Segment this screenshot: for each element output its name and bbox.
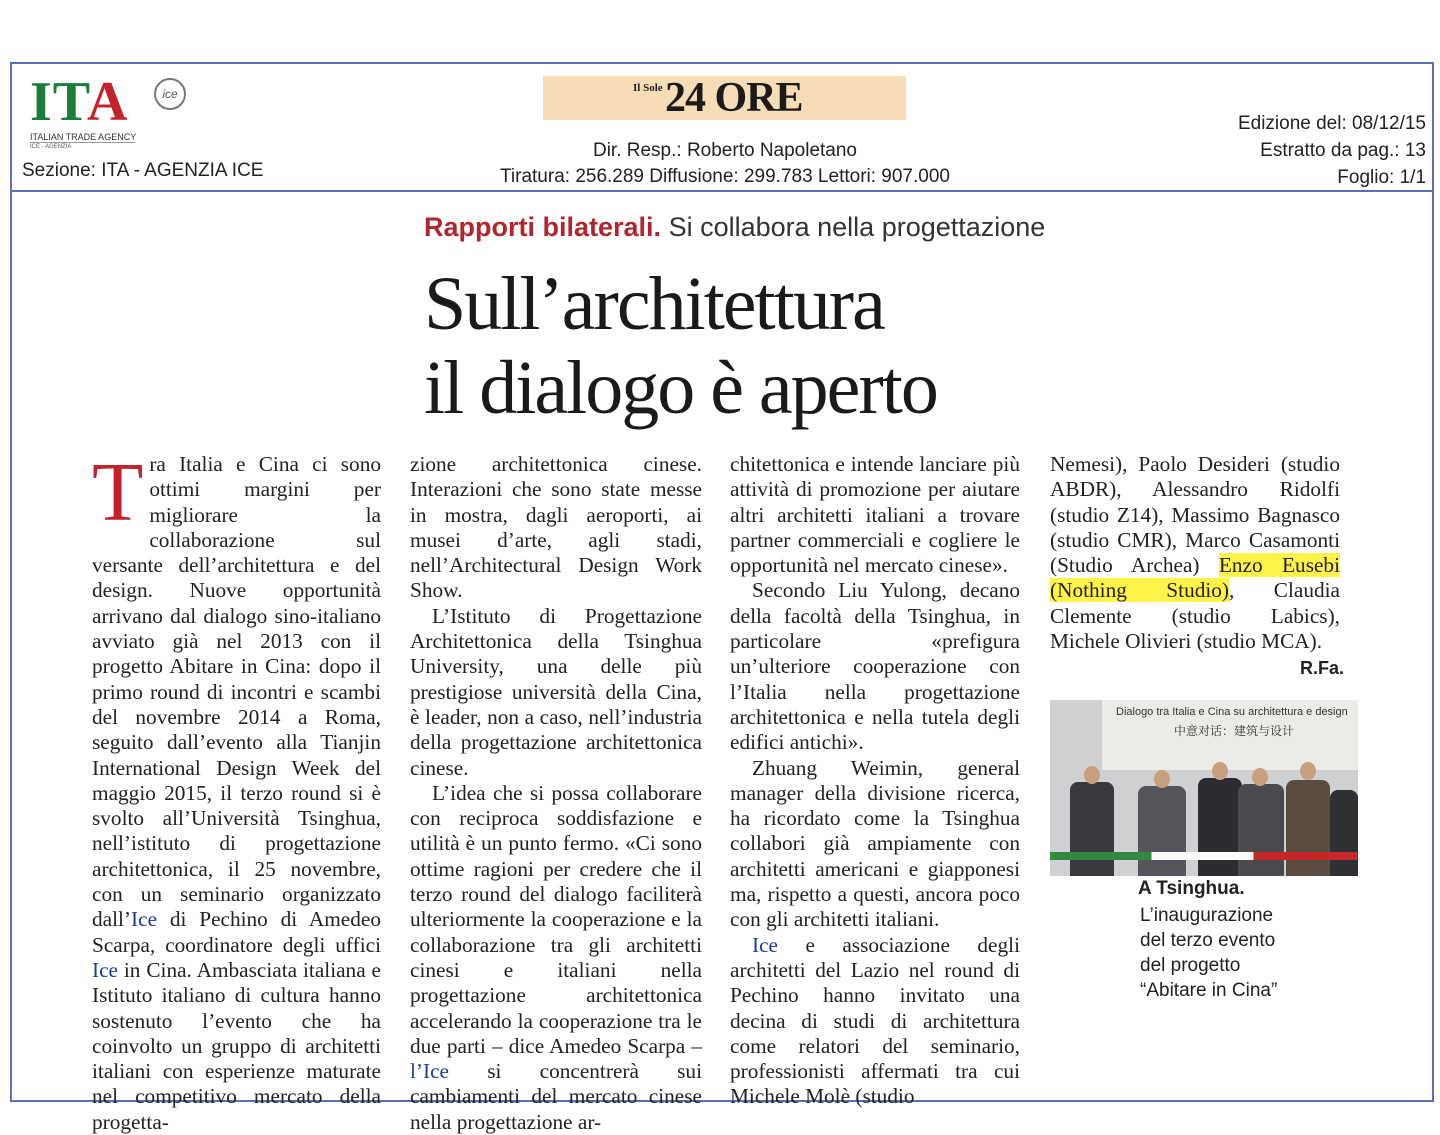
headline	[424, 262, 937, 430]
logo-text-red: A	[87, 71, 129, 133]
col2-text-c: L’idea che si possa collaborare con reciproca soddisfazione e utilità è un punto fermo. «Ci sono ottime ragioni per credere che il terzo round del dialogo faciliterà ulteriormente la cooperazione e la collaborazione tra gli architetti cinesi e italiani nella progettazione architettonica accelerando la cooperazione tra le due parti – dice Amedeo Scarpa –	[410, 780, 702, 1058]
caption-line-4: “Abitare in Cina”	[1140, 980, 1278, 1001]
photo-head	[1084, 766, 1100, 784]
photo-person	[1330, 790, 1358, 876]
headline-line-2: il dialogo è aperto	[424, 346, 937, 430]
event-photo	[1050, 700, 1358, 876]
director: Dir. Resp.: Roberto Napoletano	[592, 140, 858, 161]
photo-caption	[1140, 903, 1277, 1003]
ita-logo	[30, 71, 190, 154]
masthead-logo	[543, 76, 906, 120]
photo-person	[1138, 786, 1186, 876]
caption-title: A Tsinghua.	[1138, 878, 1245, 899]
photo-banner	[1102, 700, 1358, 770]
header-divider	[10, 190, 1434, 192]
section-label: Sezione: ITA - AGENZIA ICE	[22, 160, 264, 181]
drop-cap: T	[92, 446, 144, 539]
kicker	[424, 212, 1045, 243]
masthead-small: Il Sole	[633, 82, 663, 94]
col4-text-a: Nemesi), Paolo Desideri (studio ABDR), Alessandro Ridolfi (studio Z14), Massimo Bagnasco (studio CMR), Marco Casamonti (Studio Archea)	[1050, 452, 1340, 578]
col3-paragraph-1: chitettonica e intende lanciare più attività di promozione per aiutare altri architetti italiani a trovare partner commerciali e cogliere le opportunità nel mercato cinese».	[730, 452, 1020, 578]
edition-info	[1238, 110, 1426, 191]
col1-text-c: in Cina. Ambasciata italiana e Istituto italiano di cultura hanno sostenuto l’evento che ha coinvolto un gruppo di architetti italiani con esperienze maturate nel competitivo mercato della progetta-	[92, 957, 381, 1134]
article-column-4	[1050, 452, 1340, 654]
col1-text-a: ra Italia e Cina ci sono ottimi margini per migliorare la collaborazione sul versante dell’architettura e del design. Nuove opportunità arrivano dal dialogo sino-italiano avviato già nel 2013 con il progetto Abitare in Cina: dopo il primo round di incontri e scambi del novembre 2014 a Roma, seguito dall’evento alla Tianjin International Design Week del maggio 2015, il terzo round si è svolto all’Università Tsinghua, nell’istituto di progettazione architettonica, il 25 novembre, con un seminario organizzato dall’	[92, 452, 381, 932]
article-column-2	[410, 452, 702, 1135]
caption-line-3: del progetto	[1140, 955, 1241, 976]
banner-text-chinese: 中意对话：建筑与设计	[1174, 724, 1295, 738]
col2-text-d: si concentrerà sui cambiamenti del mercato cinese nella progettazione ar-	[410, 1059, 702, 1134]
sheet-number: Foglio: 1/1	[1337, 167, 1426, 188]
col2-paragraph-2: L’Istituto di Progettazione Architettonica della Tsinghua University, una delle più prestigiose università della Cina, è leader, non a caso, nell’industria della progettazione architettonica cinese.	[410, 603, 702, 780]
col3-paragraph-2: Secondo Liu Yulong, decano della facoltà della Tsinghua, in particolare «prefigura un’ulteriore cooperazione con l’Italia nella progettazione architettonica e nella tutela degli edifici antichi».	[730, 578, 1020, 755]
headline-line-1: Sull’architettura	[424, 262, 884, 346]
col4-text-b: , Claudia Clemente (studio Labics), Michele Olivieri (studio MCA).	[1050, 578, 1340, 654]
logo-subtitle: ICE - AGENZIA	[30, 142, 135, 150]
kicker-text: Si collabora nella progettazione	[668, 212, 1046, 242]
highlighted-name: Enzo Eusebi (Nothing Studio)	[1050, 553, 1340, 603]
col2-paragraph-1: zione architettonica cinese. Interazioni che sono state messe in mostra, dagli aeroporti, ai musei d’arte, agli stadi, nell’Architectural Design Work Show.	[410, 452, 702, 603]
edition-date: Edizione del: 08/12/15	[1237, 113, 1426, 134]
col3-text-d: e associazione degli architetti del Lazio nel round di Pechino hanno invitato una decina di studi di architettura come relatori del seminario, professionisti affermati tra cui Michele Molè (studio	[730, 932, 1020, 1109]
masthead-big: 24 ORE	[665, 75, 803, 121]
col3-ice: Ice	[752, 932, 778, 957]
article-column-3	[730, 452, 1020, 1110]
col2-ice: l’Ice	[410, 1059, 450, 1084]
col1-ice-2: Ice	[92, 957, 118, 982]
article-column-1	[92, 446, 381, 1135]
tricolor-ribbon	[1050, 852, 1358, 860]
logo-agency: ITALIAN TRADE AGENCY	[30, 132, 137, 142]
col2-paragraph-3	[410, 781, 702, 1135]
caption-line-2: del terzo evento	[1140, 930, 1276, 951]
photo-person	[1286, 780, 1330, 876]
caption-line-1: L’inaugurazione	[1140, 905, 1274, 926]
col3-paragraph-4	[730, 933, 1020, 1110]
author-signature: R.Fa.	[1300, 658, 1345, 678]
photo-person	[1070, 782, 1114, 876]
photo-head	[1300, 762, 1316, 780]
publication-info	[480, 138, 970, 190]
col1-text-b: di Pechino di Amedeo Scarpa, coordinatore degli uffici	[92, 907, 381, 957]
photo-head	[1212, 762, 1228, 780]
col3-paragraph-3: Zhuang Weimin, general manager della divisione ricerca, ha ricordato come la Tsinghua collabori già ampiamente con architetti americani e giapponesi ma, rispetto a questi, ancora poco con gli architetti italiani.	[730, 755, 1020, 932]
photo-head	[1154, 770, 1170, 788]
ice-emblem-icon: ice	[154, 78, 186, 110]
kicker-red: Rapporti bilaterali.	[424, 212, 662, 242]
extract-page: Estratto da pag.: 13	[1260, 140, 1426, 161]
photo-head	[1252, 768, 1268, 786]
photo-person	[1238, 784, 1284, 876]
banner-text-italian: Dialogo tra Italia e Cina su architettura e design	[1116, 706, 1348, 718]
photo-person	[1198, 778, 1242, 876]
circulation: Tiratura: 256.289 Diffusione: 299.783 Lettori: 907.000	[500, 166, 950, 187]
logo-text-green: IT	[30, 71, 87, 133]
col1-ice-1: Ice	[131, 907, 158, 932]
